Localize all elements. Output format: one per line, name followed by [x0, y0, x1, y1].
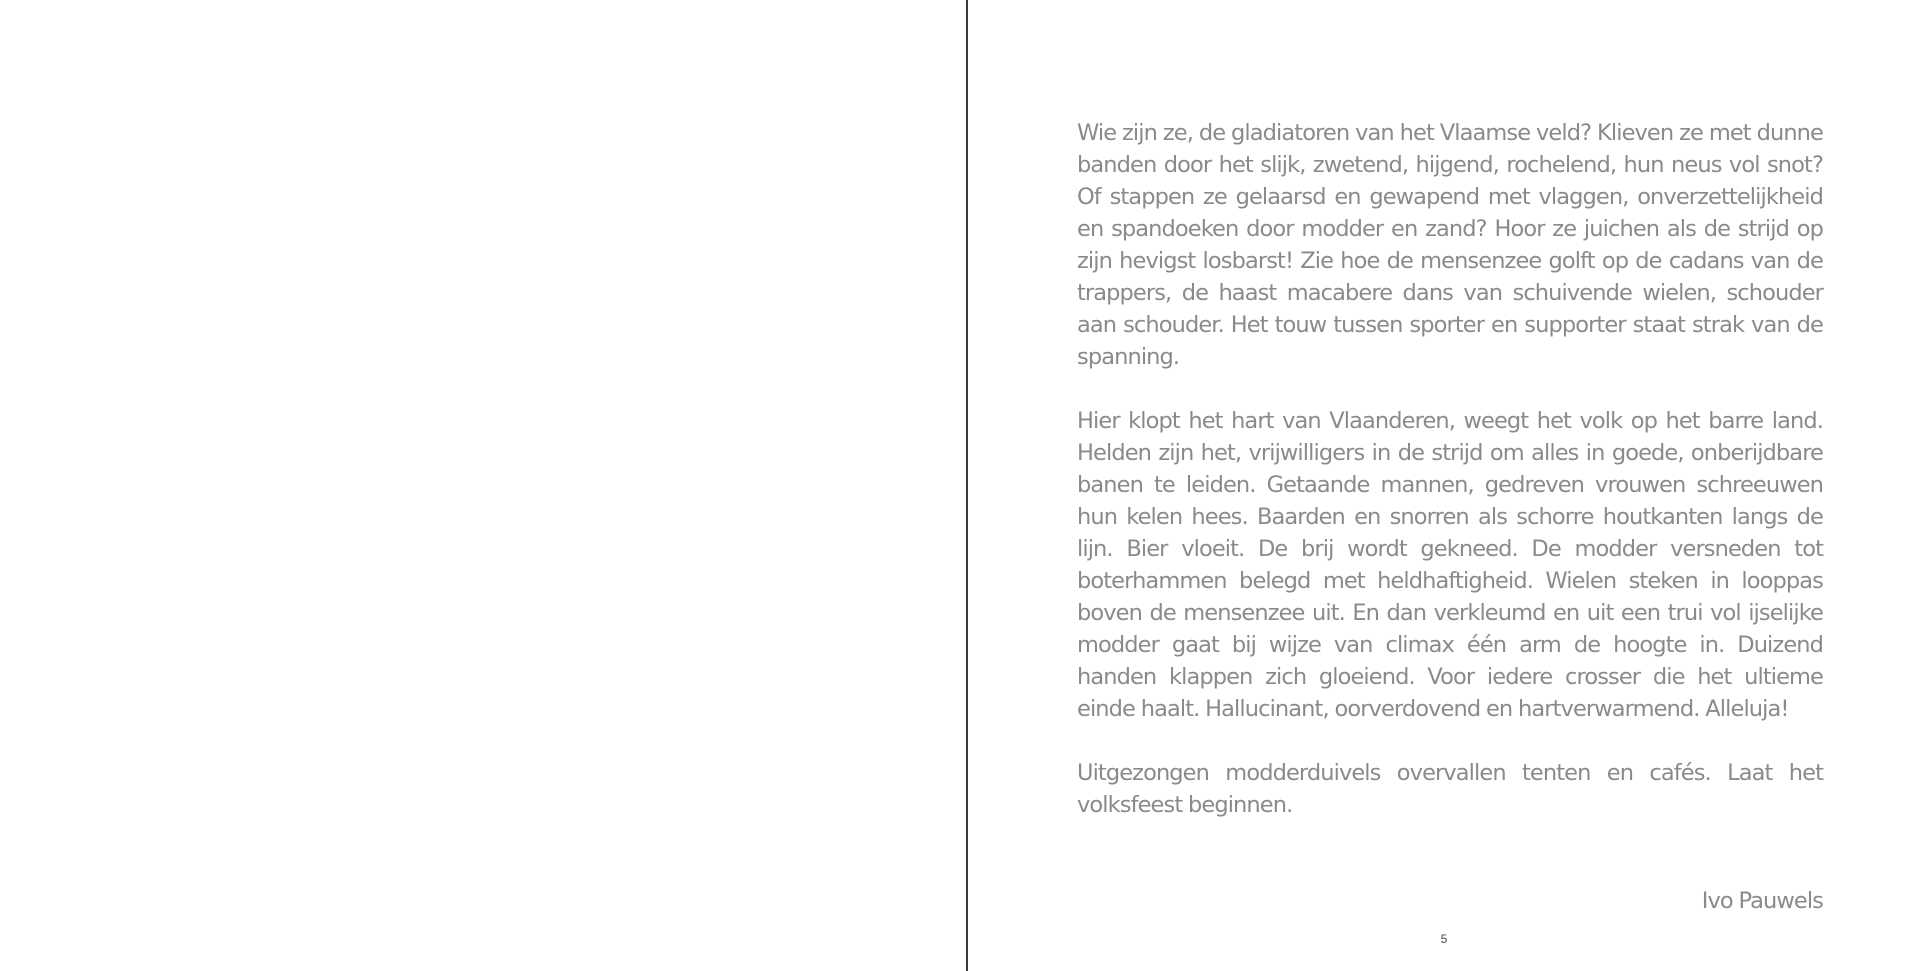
paragraph-2: Hier klopt het hart van Vlaanderen, weegt het volk op het barre land. Helden zijn het, vrijwilligers in de strijd om alles in goede, onberijdbare banen te leiden. Getaande mannen, gedreven vrouwen schreeuwen hun kelen hees. Baarden en snorren als schorre houtkanten langs de lijn. Bier vloeit. De brij wordt gekneed. De modder versneden tot boterhammen belegd met heldhaftigheid. Wielen steken in looppas boven de mensenzee uit. En dan verkleumd en uit een trui vol ijselijke modder gaat bij wijze van climax één arm de hoogte in. Duizend handen klappen zich gloeiend. Voor iedere crosser die het ultieme einde haalt. Hallucinant, oorverdovend en hartverwarmend. Alleluja! [1077, 408, 1823, 722]
body-text [1077, 117, 1823, 917]
paragraph-3: Uitgezongen modderduivels overvallen tenten en cafés. Laat het volksfeest beginnen. [1077, 760, 1823, 818]
page-number: 5 [1440, 932, 1448, 946]
right-page [968, 0, 1920, 971]
author-signature: Ivo Pauwels [1701, 888, 1823, 914]
paragraph-1: Wie zijn ze, de gladiatoren van het Vlaamse veld? Klieven ze met dunne banden door het slijk, zwetend, hijgend, rochelend, hun neus vol snot? Of stappen ze gelaarsd en gewapend met vlaggen, onverzettelijkheid en spandoeken door modder en zand? Hoor ze juichen als de strijd op zijn hevigst losbarst! Zie hoe de mensenzee golft op de cadans van de trappers, de haast macabere dans van schuivende wielen, schouder aan schouder. Het touw tussen sporter en supporter staat strak van de spanning. [1077, 120, 1823, 370]
